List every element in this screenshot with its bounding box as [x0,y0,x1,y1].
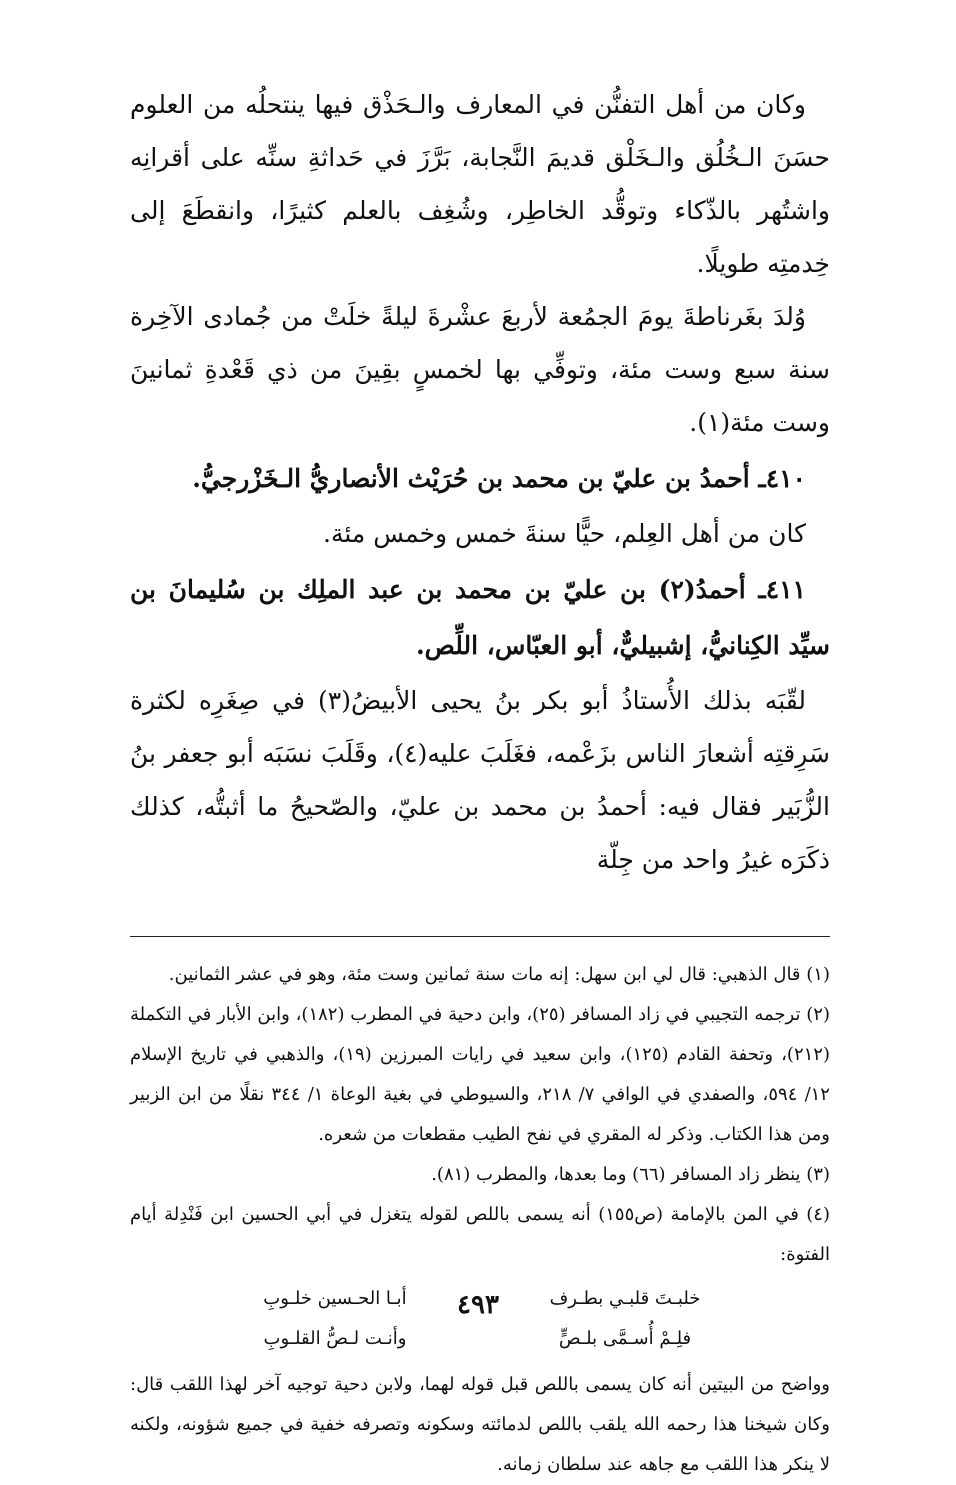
page-number: ٤٩٣ [457,1290,499,1320]
poem-hemistich-2b: وأنـت لـصُّ القلـوبِ [263,1328,407,1349]
paragraph-entry-411: لقّبَه بذلك الأُستاذُ أبو بكر بنُ يحيى الأبيضُ(٣) في صِغَرِه لكثرة سَرِقتِه أشعارَ الناس بزَعْمه، فغَلَبَ عليه(٤)، وقَلَبَ نسَبَه أبو جعفر بنُ الزُّبَير فقال فيه: أحمدُ بن محمد بن عليّ، والصّحيحُ ما أثبتُّه، كذلك ذكَرَه غيرُ واحد من جِلّة [130,686,830,874]
footnote-1: (١) قال الذهبي: قال لي ابن سهل: إنه مات سنة ثمانين وست مئة، وهو في عشر الثمانين. [168,964,830,985]
poem-verse-2 [220,1319,740,1359]
entry-heading-411: ٤١١ـ أحمدُ(٢) بن عليّ بن محمد بن عبد الملِك بن سُليمانَ بن سيِّد الكِنانيُّ، إشبيليٌّ، أبو العبّاس، اللِّص. [130,575,830,660]
poem-hemistich-2a: فلِـمْ أُسـمَّى بلـصٍّ [558,1328,692,1349]
footnote-4: (٤) في المن بالإمامة (ص١٥٥) أنه يسمى باللص لقوله يتغزل في أبي الحسين ابن فَنْدِلة أيام الفتوة: [130,1204,830,1265]
paragraph-birth-death-409: وُلدَ بغَرناطةَ يومَ الجمُعة لأربعَ عشْرةَ ليلةً خلَتْ من جُمادى الآخِرة سنة سبع وست مئة، وتوفِّي بها لخمسٍ بقِينَ من ذي قَعْدةِ ثمانينَ وست مئة(١). [130,302,830,437]
footnote-4-continuation: وواضح من البيتين أنه كان يسمى باللص قبل قوله لهما، ولابن دحية توجيه آخر لهذا اللقب قال: وكان شيخنا هذا رحمه الله يلقب باللص لدمائته وسكونه وتصرفه خفية في جميع شؤونه، ولكنه لا ينكر هذا اللقب مع جاهه عند سلطان زمانه. [130,1374,830,1475]
footnote-divider [130,936,830,937]
poem-hemistich-1b: أبـا الحـسين خلـوبِ [263,1288,407,1309]
footnote-2: (٢) ترجمه التجيبي في زاد المسافر (٢٥)، وابن دحية في المطرب (١٨٢)، وابن الأبار في التكملة (٢١٢)، وتحفة القادم (١٢٥)، وابن سعيد في رايات المبرزين (١٩)، والذهبي في تاريخ الإسلام ١٢/ ٥٩٤، والصفدي في الوافي ٧/ ٢١٨، والسيوطي في بغية الوعاة ١/ ٣٤٤ نقلًا من ابن الزبير ومن هذا الكتاب. وذكر له المقري في نفح الطيب مقطعات من شعره. [130,1004,830,1145]
footnotes [130,955,830,1485]
poem-hemistich-1a: خلبـتَ قلبـي بطـرف [549,1288,701,1309]
main-text [130,78,830,886]
paragraph-biography-409: وكان من أهل التفنُّن في المعارف والـحَذْق فيها ينتحلُه من العلوم حسَنَ الـخُلُق والـخَلْق قديمَ النَّجابة، بَرَّزَ في حَداثةِ سنِّه على أقرانِه واشتُهر بالذّكاء وتوقُّد الخاطِر، وشُغِف بالعلم كثيرًا، وانقطَعَ إلى خِدمتِه طويلًا. [130,90,830,278]
entry-heading-410: ٤١٠ـ أحمدُ بن عليّ بن محمد بن حُرَيْث الأنصاريُّ الـخَزْرجيُّ. [192,464,806,493]
footnote-3: (٣) ينظر زاد المسافر (٦٦) وما بعدها، والمطرب (٨١). [431,1164,830,1185]
paragraph-entry-410: كان من أهل العِلم، حيًّا سنةَ خمس وخمس مئة. [323,519,806,548]
page [130,78,830,1485]
